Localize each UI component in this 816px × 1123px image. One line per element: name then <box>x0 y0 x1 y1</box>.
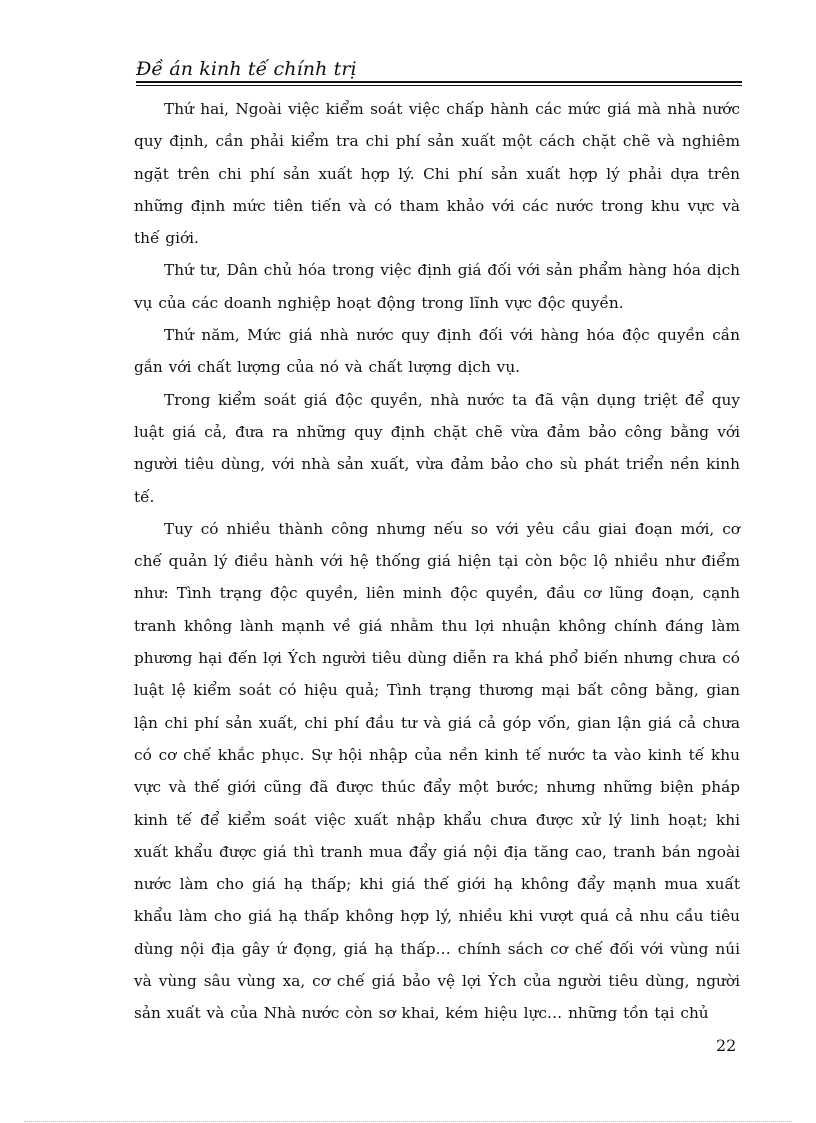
header-rule-thin <box>136 85 742 86</box>
paragraph-thu-hai: Thứ hai, Ngoài việc kiểm soát việc chấp hành các mức giá mà nhà nước quy định, cần phải kiểm tra chi phí sản xuất một cách chặt chẽ và nghiêm ngặt trên chi phí sản xuất hợp lý. Chi phí sản xuất hợp lý phải dựa trên những định mức tiên tiến và có tham khảo với các nước trong khu vực và thế giới. <box>134 100 740 248</box>
paragraph-thu-tu: Thứ tư, Dân chủ hóa trong việc định giá đối với sản phẩm hàng hóa dịch vụ của các doanh nghiệp hoạt động trong lĩnh vực độc quyền. <box>134 261 740 312</box>
header-rule-thick <box>136 81 742 83</box>
paragraph-thu-nam: Thứ năm, Mức giá nhà nước quy định đối với hàng hóa độc quyền cần gắn với chất lượng của nó và chất lượng dịch vụ. <box>134 326 740 377</box>
header-title: Đề án kinh tế chính trị <box>136 58 357 80</box>
page-number: 22 <box>716 1036 737 1055</box>
page-header <box>136 58 742 84</box>
page-bottom-dotted-line <box>24 1121 792 1122</box>
paragraph-tuy-co-nhieu: Tuy có nhiều thành công nhưng nếu so với yêu cầu giai đoạn mới, cơ chế quản lý điều hành với hệ thống giá hiện tại còn bộc lộ nhiều như điểm như: Tình trạng độc quyền, liên minh độc quyền, đầu cơ lũng đoạn, cạnh tranh không lành mạnh về giá nhằm thu lợi nhuận không chính đáng làm phương hại đến lợi Ých người tiêu dùng diễn ra khá phổ biến nhưng chưa có luật lệ kiểm soát có hiệu quả; Tình trạng thương mại bất công bằng, gian lận chi phí sản xuất, chi phí đầu tư và giá cả góp vốn, gian lận giá cả chưa có cơ chế khắc phục. Sự hội nhập của nền kinh tế nước ta vào kinh tế khu vực và thế giới cũng đã được thúc đẩy một bước; nhưng những biện pháp kinh tế để kiểm soát việc xuất nhập khẩu chưa được xử lý linh hoạt; khi xuất khẩu được giá thì tranh mua đẩy giá nội địa tăng cao, tranh bán ngoài nước làm cho giá hạ thấp; khi giá thế giới hạ không đẩy mạnh mua xuất khẩu làm cho giá hạ thấp không hợp lý, nhiều khi vượt quá cả nhu cầu tiêu dùng nội địa gây ứ đọng, giá hạ thấp… chính sách cơ chế đối với vùng núi và vùng sâu vùng xa, cơ chế giá bảo vệ lợi Ých của người tiêu dùng, người sản xuất và của Nhà nước còn sơ khai, kém hiệu lực… những tồn tại chủ <box>134 519 740 1023</box>
paragraph-kiem-soat-gia: Trong kiểm soát giá độc quyền, nhà nước ta đã vận dụng triệt để quy luật giá cả, đưa ra những quy định chặt chẽ vừa đảm bảo công bằng với người tiêu dùng, với nhà sản xuất, vừa đảm bảo cho sù phát triển nền kinh tế. <box>134 390 740 506</box>
body-text <box>134 93 740 1030</box>
